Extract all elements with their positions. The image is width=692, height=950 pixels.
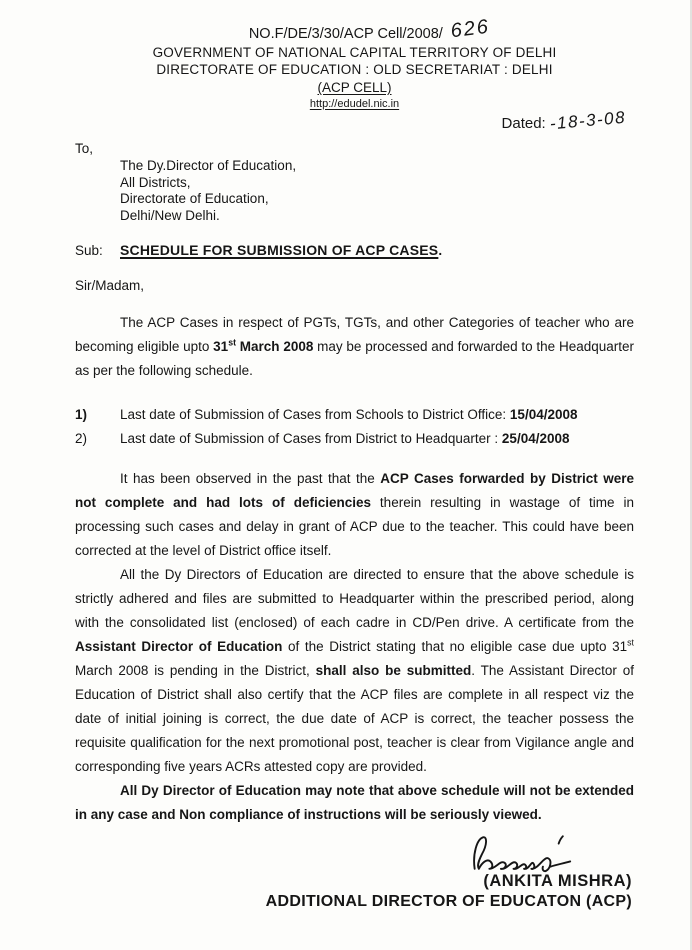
recipient-line-4: Delhi/New Delhi. (120, 207, 220, 223)
paragraph-intro: The ACP Cases in respect of PGTs, TGTs, and other Categories of teacher who are becoming eligible upto 31st March 2008 may be processed and forwarded to the Headquarter as per the following schedule. (75, 315, 635, 379)
schedule-item-2 (75, 427, 634, 451)
letterhead (75, 15, 634, 111)
recipient-line-2: All Districts, (120, 174, 191, 190)
signature-block (75, 831, 634, 911)
website-url: http://edudel.nic.in (309, 97, 400, 110)
paragraph-directions: All the Dy Directors of Education are directed to ensure that the above schedule is strictly adhered and files are submitted to Headquarter within the prescribed period, along with the consolidated list (enclosed) of each cadre in CD/Pen drive. A certificate from the Assistant Director of Education of the District stating that no eligible case due upto 31st March 2008 is pending in the District, shall also be submitted. The Assistant Director of Education of District shall also certify that the ACP files are complete in all respect viz the date of initial joining is correct, the due date of ACP is correct, the teacher possess the requisite qualification for the next promotional post, teacher is clear from Vigilance angle and corresponding five years ACRs attested copy are provided. (75, 567, 634, 775)
subject-text: SCHEDULE FOR SUBMISSION OF ACP CASES (120, 242, 439, 259)
recipient-address (120, 158, 634, 224)
subject-line (75, 242, 634, 258)
directorate-name-line: DIRECTORATE OF EDUCATION : OLD SECRETARIAT : DELHI (156, 61, 553, 77)
dated-label: Dated: (501, 115, 546, 133)
salutation: Sir/Madam, (75, 278, 145, 294)
schedule-item-2-text: Last date of Submission of Cases from District to Headquarter : 25/04/2008 (120, 431, 570, 447)
signatory-title: ADDITIONAL DIRECTOR OF EDUCATON (ACP) (265, 893, 632, 911)
schedule-item-1-text: Last date of Submission of Cases from Schools to District Office: 15/04/2008 (120, 407, 578, 423)
acp-cell-line: (ACP CELL) (317, 79, 392, 95)
reference-number-line (105, 15, 634, 45)
reference-number-printed: NO.F/DE/3/30/ACP Cell/2008/ (248, 26, 443, 42)
reference-number-handwritten: 626 (449, 15, 491, 43)
to-label: To, (75, 141, 94, 157)
dated-line (75, 108, 634, 134)
paragraph-warning: All Dy Director of Education may note that above schedule will not be extended in any case and Non compliance of instructions will be seriously viewed. (75, 783, 634, 823)
recipient-line-1: The Dy.Director of Education, (120, 158, 297, 174)
recipient-line-3: Directorate of Education, (120, 191, 269, 207)
schedule-item-2-number: 2) (75, 431, 88, 447)
dated-value-handwritten: -18-3-08 (548, 108, 627, 134)
government-name-line: GOVERNMENT OF NATIONAL CAPITAL TERRITORY OF DELHI (152, 45, 557, 60)
schedule-list (75, 403, 634, 451)
signatory-name: (ANKITA MISHRA) (483, 872, 632, 891)
subject-label: Sub: (75, 243, 103, 259)
subject-period: . (438, 243, 443, 259)
schedule-item-1-number: 1) (75, 407, 88, 423)
schedule-item-1 (75, 403, 634, 427)
paragraph-observation: It has been observed in the past that the ACP Cases forwarded by District were not complete and had lots of deficiencies therein resulting in wastage of time in processing such cases and delay in grant of ACP due to the teacher. This could have been corrected at the level of District office itself. (75, 471, 634, 559)
signature-scribble (464, 831, 584, 873)
